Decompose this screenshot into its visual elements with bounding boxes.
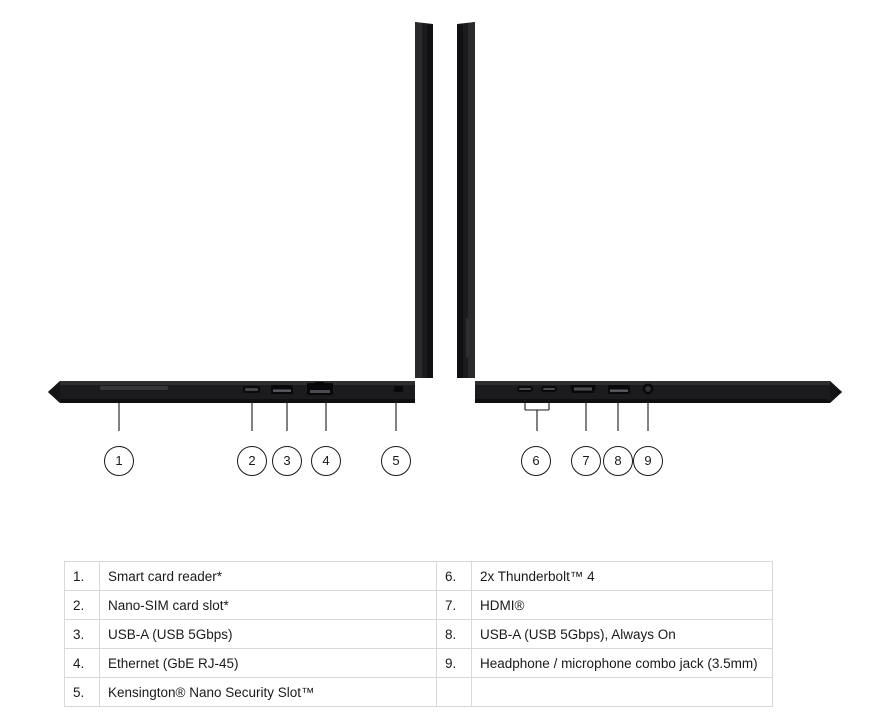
callout-3: 3 bbox=[272, 446, 302, 476]
legend-number-6: 6. bbox=[437, 562, 472, 591]
legend-label-empty bbox=[472, 678, 773, 707]
table-row bbox=[65, 649, 773, 678]
table-row bbox=[65, 678, 773, 707]
callout-5: 5 bbox=[381, 446, 411, 476]
ports-legend-table bbox=[64, 561, 773, 707]
legend-label-7: HDMI® bbox=[472, 591, 773, 620]
legend-label-8: USB-A (USB 5Gbps), Always On bbox=[472, 620, 773, 649]
callout-9: 9 bbox=[633, 446, 663, 476]
legend-number-empty bbox=[437, 678, 472, 707]
legend-label-3: USB-A (USB 5Gbps) bbox=[100, 620, 437, 649]
laptop-left-side-view bbox=[48, 22, 433, 431]
callout-7: 7 bbox=[571, 446, 601, 476]
callout-8: 8 bbox=[603, 446, 633, 476]
callout-6: 6 bbox=[521, 446, 551, 476]
legend-number-2: 2. bbox=[65, 591, 100, 620]
callout-4: 4 bbox=[311, 446, 341, 476]
legend-label-9: Headphone / microphone combo jack (3.5mm) bbox=[472, 649, 773, 678]
legend-label-2: Nano-SIM card slot* bbox=[100, 591, 437, 620]
legend-number-1: 1. bbox=[65, 562, 100, 591]
callout-2: 2 bbox=[237, 446, 267, 476]
legend-label-1: Smart card reader* bbox=[100, 562, 437, 591]
callout-1: 1 bbox=[104, 446, 134, 476]
table-row bbox=[65, 591, 773, 620]
legend-number-3: 3. bbox=[65, 620, 100, 649]
laptop-right-side-view bbox=[457, 22, 842, 431]
table-row bbox=[65, 620, 773, 649]
legend-number-8: 8. bbox=[437, 620, 472, 649]
legend-number-9: 9. bbox=[437, 649, 472, 678]
legend-number-7: 7. bbox=[437, 591, 472, 620]
table-row bbox=[65, 562, 773, 591]
legend-label-5: Kensington® Nano Security Slot™ bbox=[100, 678, 437, 707]
legend-number-4: 4. bbox=[65, 649, 100, 678]
legend-label-4: Ethernet (GbE RJ-45) bbox=[100, 649, 437, 678]
legend-label-6: 2x Thunderbolt™ 4 bbox=[472, 562, 773, 591]
legend-number-5: 5. bbox=[65, 678, 100, 707]
